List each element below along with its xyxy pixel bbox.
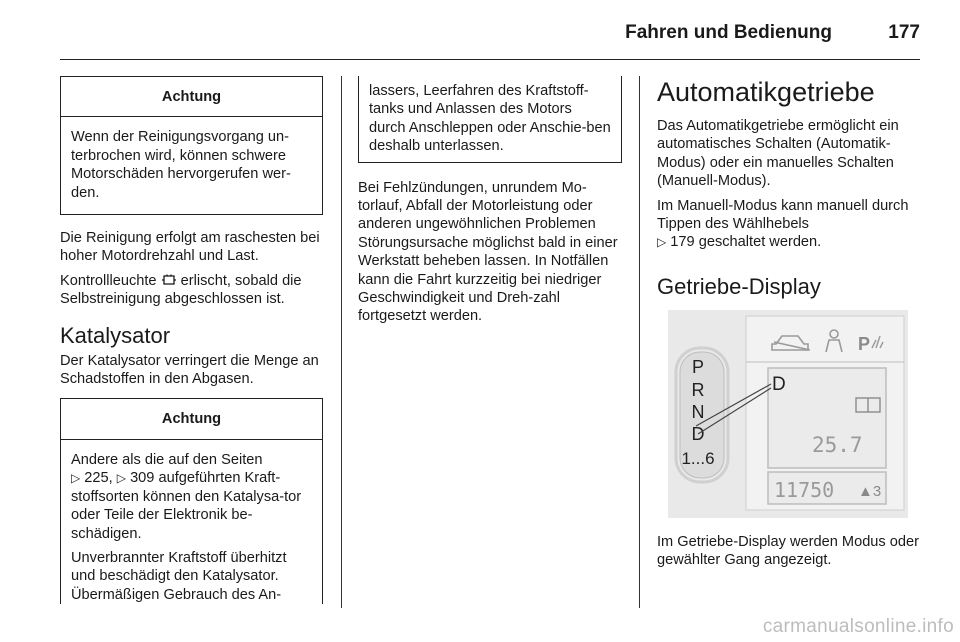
warning-body	[61, 117, 322, 214]
warning-text-unburnt: Unverbrannter Kraftstoff überhitzt und beschädigt den Katalysator. Übermäßigen Gebrauch des An-	[71, 549, 287, 603]
page-ref-arrow-icon: ▷	[657, 235, 667, 250]
gear-label: P	[691, 357, 705, 377]
section-heading-catalyst: Katalysator	[60, 322, 171, 348]
gear-indicator: ▲3	[858, 483, 882, 500]
column-middle	[358, 76, 622, 332]
paragraph-warning-lamp	[60, 272, 323, 309]
page-ref-arrow-icon: ▷	[116, 471, 126, 486]
warning-text-fuels-start: Andere als die auf den Seiten	[71, 451, 263, 468]
warning-heading: Achtung	[61, 77, 322, 117]
warning-body	[61, 440, 322, 604]
warning-box-continued	[358, 76, 622, 163]
gear-label: N	[691, 402, 705, 422]
caption-text: Im Getriebe-Display werden Modus oder gewählter Gang angezeigt.	[657, 534, 919, 569]
column-divider-2	[639, 76, 640, 608]
page-number: 177	[888, 22, 920, 43]
warning-heading: Achtung	[61, 399, 322, 439]
paragraph-misfire: Bei Fehlzündungen, unrundem Mo-torlauf, Abfall der Motorleistung oder anderen ungewöhnlichen Problemen Störungsursache möglichst bald in einer Werkstatt beheben lassen. In Notfällen kann die Fahrt kurzzeitig bei niedriger Geschwindigkeit und Dreh-zahl fortgesetzt werden.	[358, 179, 618, 325]
column-divider-1	[341, 76, 342, 608]
warning-text-fuels: Andere als die auf den Seiten ▷ 225, ▷ 309 aufgeführten Kraft-stoffsorten können den Katalysa-tor oder Teile der Elektronik be-schädigen.	[71, 451, 302, 542]
warning-box-cleaning	[60, 76, 323, 215]
transmission-display-illustration	[668, 310, 908, 518]
gear-label: D	[691, 424, 705, 444]
paragraph-manual-mode-start: Im Manuell-Modus kann manuell durch Tippen des Wählhebels	[657, 197, 909, 233]
display-value: 25.7	[812, 433, 863, 457]
transmission-display-svg	[668, 310, 908, 518]
page-ref-225[interactable]: 225	[84, 470, 109, 487]
warning-text-fuels-rest: aufgeführten Kraft-stoffsorten können den Katalysa-tor oder Teile der Elektronik be-schädigen.	[71, 470, 302, 542]
paragraph-cleaning: Die Reinigung erfolgt am raschesten bei hoher Motordrehzahl und Last.	[60, 230, 320, 265]
warning-body	[359, 76, 621, 162]
header-rule	[60, 59, 920, 60]
paragraph-manual-mode-end: geschaltet werden.	[698, 234, 822, 251]
paragraph-manual-mode	[657, 197, 922, 252]
column-left	[60, 76, 323, 604]
paragraph-catalyst: Der Katalysator verringert die Menge an Schadstoffen in den Abgasen.	[60, 352, 319, 388]
gear-label: 1...6	[681, 449, 715, 468]
section-heading-automatic: Automatikgetriebe	[657, 77, 875, 107]
warning-text-continued: lassers, Leerfahren des Kraftstoff-tanks und Anlassen des Motors durch Anschleppen oder Anschie-ben deshalb unterlassen.	[369, 83, 611, 155]
section-heading-display: Getriebe-Display	[657, 273, 821, 299]
display-gear: D	[772, 374, 786, 395]
warning-text: Wenn der Reinigungsvorgang un-terbrochen wird, können schwere Motorschäden hervorgerufen wer-den.	[71, 129, 291, 201]
gear-label: R	[691, 380, 705, 400]
page-ref-309[interactable]: 309	[130, 470, 155, 487]
page-ref-arrow-icon: ▷	[71, 471, 81, 486]
watermark: carmanualsonline.info	[762, 616, 954, 637]
parking-icon: P	[858, 334, 871, 354]
odometer-value: 11750	[774, 478, 835, 502]
column-right	[657, 76, 922, 300]
engine-warning-lamp-icon	[161, 273, 177, 285]
page-header-title: Fahren und Bedienung	[625, 22, 832, 43]
page-ref-179[interactable]: 179	[670, 234, 695, 251]
paragraph-warning-lamp-start: Kontrollleuchte	[60, 272, 157, 289]
paragraph-automatic: Das Automatikgetriebe ermöglicht ein automatisches Schalten (Automatik-Modus) oder ein manuelles Schalten (Manuell-Modus).	[657, 118, 899, 190]
warning-box-catalyst	[60, 398, 323, 604]
figure-caption	[657, 533, 922, 576]
paragraph-warning-lamp-end: erlischt, sobald die Selbstreinigung abgeschlossen ist.	[60, 272, 302, 308]
